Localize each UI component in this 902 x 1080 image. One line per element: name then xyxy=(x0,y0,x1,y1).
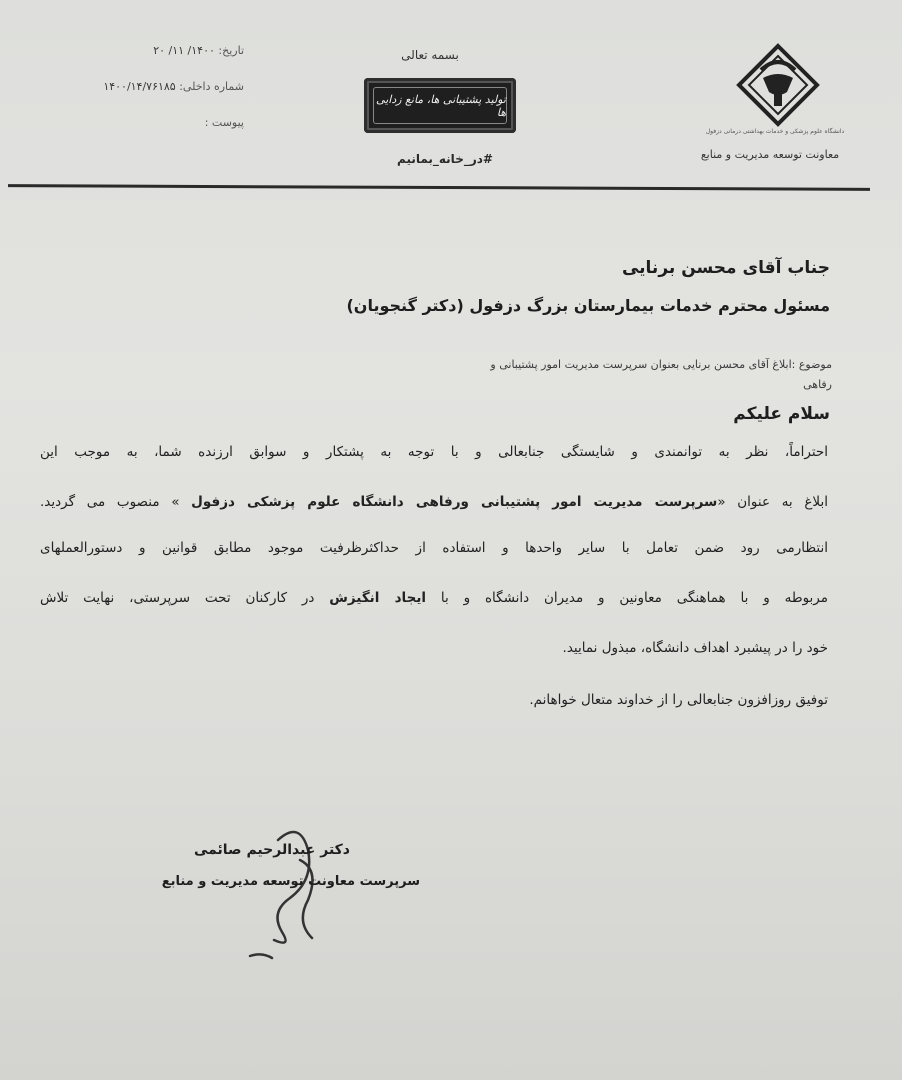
slogan-banner xyxy=(364,78,516,133)
attachment-row xyxy=(84,116,244,129)
department-name: معاونت توسعه مدیریت و منابع xyxy=(700,148,840,161)
number-row xyxy=(84,80,244,93)
body-line-4-end: در کارکنان تحت سرپرستی، نهایت تلاش xyxy=(40,590,330,606)
addressee-position: مسئول محترم خدمات بیمارستان بزرگ دزفول (دکتر گنجویان) xyxy=(346,296,830,315)
stay-home-slogan: #در_خانه_بمانیم xyxy=(397,152,493,166)
header-divider xyxy=(8,184,870,191)
signatory-title: سرپرست معاونت توسعه مدیریت و منابع xyxy=(161,874,420,889)
closing-line: توفیق روزافزون جنابعالی را از خداوند متعال خواهانم. xyxy=(529,692,828,708)
number-label: شماره داخلی: xyxy=(179,80,244,93)
date-row xyxy=(84,44,244,57)
body-line-4-start: مربوطه و با هماهنگی معاونین و مدیران دانشگاه و با xyxy=(426,590,828,606)
body-line-3: انتظارمی رود ضمن تعامل با سایر واحدها و استفاده از حداکثرظرفیت موجود مطابق قوانین و دستورالعملهای xyxy=(40,540,828,556)
body-line-1: احتراماً، نظر به توانمندی و شایستگی جنابعالی و با توجه به پشتکار و سوابق ارزنده شما، به موجب این xyxy=(40,444,828,460)
date-value: ۱۴۰۰/ ۱۱/ ۲۰ xyxy=(153,44,215,57)
subject xyxy=(362,355,832,395)
body-line-2-start: ابلاغ به عنوان « xyxy=(717,494,828,510)
motivation-phrase: ایجاد انگیزش xyxy=(329,590,427,606)
attachment-label: پیوست : xyxy=(204,116,244,129)
basmala: بسمه تعالی xyxy=(401,48,459,62)
greeting: سلام علیکم xyxy=(733,404,830,424)
body-line-2 xyxy=(40,494,828,510)
appointment-title: سرپرست مدیریت امور پشتیبانی ورفاهی دانشگاه علوم پزشکی دزفول xyxy=(191,494,718,510)
body-line-5: خود را در پیشبرد اهداف دانشگاه، مبذول نمایید. xyxy=(562,640,828,656)
signatory-name: دکتر عبدالرحیم صائمی xyxy=(193,842,350,858)
university-name: دانشگاه علوم پزشکی و خدمات بهداشتی درمانی دزفول xyxy=(705,128,845,135)
body-line-2-end: » منصوب می گردید. xyxy=(40,494,192,510)
banner-text: تولید پشتیبانی ها، مانع زدایی ها xyxy=(373,87,507,124)
subject-line-1: موضوع :ابلاغ آقای محسن برنایی بعنوان سرپرست مدیریت امور پشتیبانی و xyxy=(490,358,832,371)
date-label: تاریخ: xyxy=(218,44,244,57)
body-line-4 xyxy=(40,590,828,606)
addressee-name: جناب آقای محسن برنایی xyxy=(621,258,830,278)
university-logo-icon xyxy=(733,40,823,130)
number-value: ۱۴۰۰/۱۴/۷۶۱۸۵ xyxy=(103,80,176,93)
subject-line-2: رفاهی xyxy=(803,378,832,391)
